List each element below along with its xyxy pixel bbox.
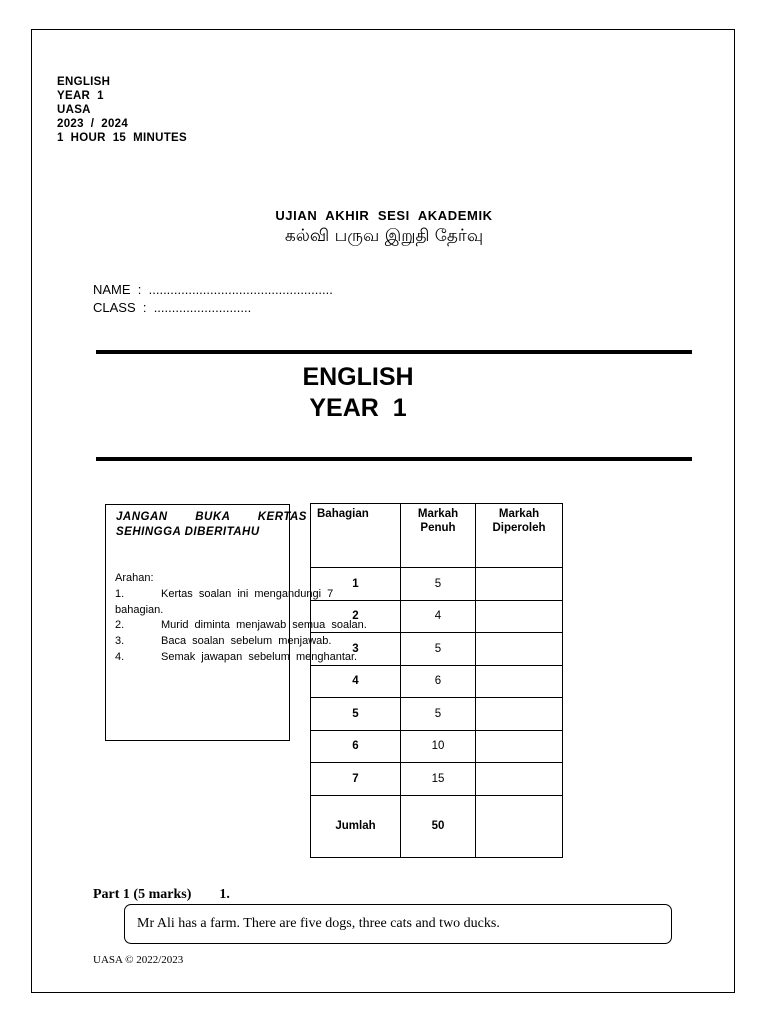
full-marks: 4	[401, 600, 476, 633]
instructions-warning	[116, 510, 316, 540]
header-markah-penuh: Markah Penuh	[401, 504, 476, 568]
full-marks: 5	[401, 633, 476, 666]
total-full-marks: 50	[401, 795, 476, 857]
exam-title-malay: UJIAN AKHIR SESI AKADEMIK	[275, 208, 493, 223]
instruction-number: 1.	[115, 587, 125, 600]
instruction-text: Semak jawapan sebelum menghantar.	[161, 650, 358, 663]
instruction-text: Baca soalan sebelum menjawab.	[161, 635, 332, 648]
obtained-marks[interactable]	[476, 763, 563, 796]
instruction-number: 2.	[115, 619, 125, 632]
table-row	[311, 665, 563, 698]
instruction-number: 3.	[115, 635, 125, 648]
bottom-divider	[96, 457, 692, 461]
subject-line-1: ENGLISH	[302, 363, 414, 391]
top-divider	[96, 350, 692, 354]
table-row	[311, 633, 563, 666]
table-row	[311, 763, 563, 796]
total-label: Jumlah	[311, 795, 401, 857]
part-number: 2	[311, 600, 401, 633]
full-marks: 5	[401, 698, 476, 731]
exam-header	[57, 75, 187, 145]
table-row	[311, 698, 563, 731]
part-number: 3	[311, 633, 401, 666]
table-row	[311, 600, 563, 633]
header-markah-diperoleh: Markah Diperoleh	[476, 504, 563, 568]
marks-table-header	[311, 504, 563, 568]
total-obtained-marks[interactable]	[476, 795, 563, 857]
warning-line-2: SEHINGGA DIBERITAHU	[116, 526, 260, 538]
header-bahagian: Bahagian	[311, 504, 401, 568]
part-number: 4	[311, 665, 401, 698]
subject-line-2: YEAR 1	[309, 394, 407, 422]
obtained-marks[interactable]	[476, 568, 563, 601]
part-number: 1	[311, 568, 401, 601]
warning-line-1: JANGAN BUKA KERTAS	[116, 511, 307, 523]
student-fields	[93, 281, 333, 317]
header-exam: UASA	[57, 104, 91, 116]
obtained-marks[interactable]	[476, 633, 563, 666]
full-marks: 10	[401, 730, 476, 763]
table-row	[311, 730, 563, 763]
part-number: 5	[311, 698, 401, 731]
part-number: 6	[311, 730, 401, 763]
full-marks: 5	[401, 568, 476, 601]
obtained-marks[interactable]	[476, 730, 563, 763]
table-row	[311, 568, 563, 601]
header-subject: ENGLISH	[57, 76, 111, 88]
obtained-marks[interactable]	[476, 665, 563, 698]
exam-title-tamil: கல்வி பருவ இறுதி தேர்வு	[284, 226, 484, 246]
header-duration: 1 HOUR 15 MINUTES	[57, 132, 187, 144]
subject-title	[258, 362, 458, 424]
obtained-marks[interactable]	[476, 698, 563, 731]
instruction-text: Murid diminta menjawab semua soalan.	[161, 619, 367, 632]
header-year: YEAR 1	[57, 90, 104, 102]
instruction-text: bahagian.	[115, 603, 164, 616]
header-session: 2023 / 2024	[57, 118, 129, 130]
full-marks: 15	[401, 763, 476, 796]
name-field[interactable]: NAME : ...................................................	[93, 282, 333, 297]
page-footer: UASA © 2022/2023	[93, 954, 184, 966]
instruction-number: 4.	[115, 650, 125, 663]
total-row	[311, 795, 563, 857]
class-field[interactable]: CLASS : ...........................	[93, 300, 252, 315]
full-marks: 6	[401, 665, 476, 698]
question-text: Mr Ali has a farm. There are five dogs, three cats and two ducks.	[137, 916, 500, 931]
part-number: 7	[311, 763, 401, 796]
part1-heading: Part 1 (5 marks) 1.	[93, 887, 230, 902]
instruction-text: Kertas soalan ini mengandungi 7	[161, 587, 334, 600]
marks-table	[310, 503, 563, 858]
obtained-marks[interactable]	[476, 600, 563, 633]
instructions-heading: Arahan:	[115, 572, 154, 584]
